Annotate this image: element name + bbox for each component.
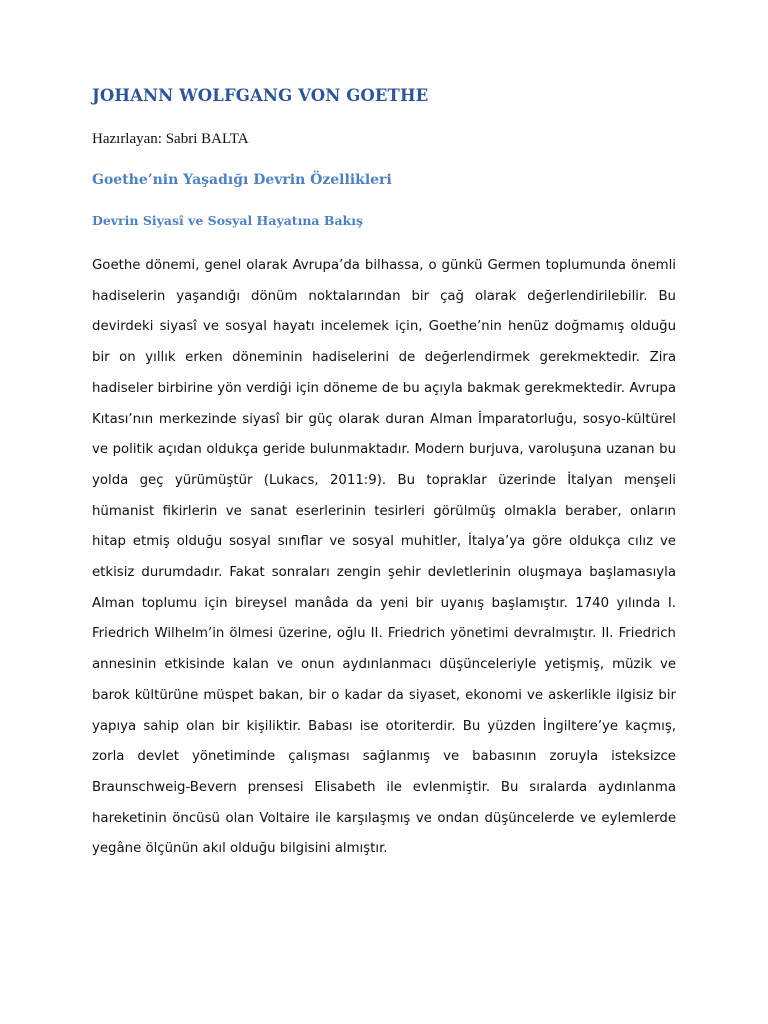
document-title: JOHANN WOLFGANG VON GOETHE xyxy=(92,86,429,105)
section-heading: Goethe’nin Yaşadığı Devrin Özellikleri xyxy=(92,172,392,188)
author-line: Hazırlayan: Sabri BALTA xyxy=(92,131,249,147)
body-paragraph: Goethe dönemi, genel olarak Avrupa’da bilhassa, o günkü Germen toplumunda önemli hadiselerin yaşandığı dönüm noktalarından bir çağ olarak değerlendirilebilir. Bu devirdeki siyasî ve sosyal hayatı incelemek için, Goethe’nin henüz doğmamış olduğu bir on yıllık erken döneminin hadiselerini de değerlendirmek gerekmektedir. Zira hadiseler birbirine yön verdiği için döneme de bu açıyla bakmak gerekmektedir. Avrupa Kıtası’nın merkezinde siyasî bir güç olarak duran Alman İmparatorluğu, sosyo-kültürel ve politik açıdan oldukça geride bulunmaktadır. Modern burjuva, varoluşuna uzanan bu yolda geç yürümüştür (Lukacs, 2011:9). Bu topraklar üzerinde İtalyan menşeli hümanist fikirlerin ve sanat eserlerinin tesirleri görülmüş olmakla beraber, onların hitap etmiş olduğu sosyal sınıflar ve sosyal muhitler, İtalya’ya göre oldukça cılız ve etkisiz durumdadır. Fakat sonraları zengin şehir devletlerinin oluşmaya başlamasıyla Alman toplumu için bireysel manâda da yeni bir uyanış başlamıştır. 1740 yılında I. Friedrich Wilhelm’in ölmesi üzerine, oğlu II. Friedrich yönetimi devralmıştır. II. Friedrich annesinin etkisinde kalan ve onun aydınlanmacı düşünceleriyle yetişmiş, müzik ve barok kültürüne müspet bakan, bir o kadar da siyaset, ekonomi ve askerlikle ilgisiz bir yapıya sahip olan bir kişiliktir. Babası ise otoriterdir. Bu yüzden İngiltere’ye kaçmış, zorla devlet yönetiminde çalışması sağlanmış ve babasının zoruyla isteksizce Braunschweig-Bevern prensesi Elisabeth ile evlenmiştir. Bu sıralarda aydınlanma hareketinin öncüsü olan Voltaire ile karşılaşmış ve ondan düşüncelerde ve eylemlerde yegâne ölçünün akıl olduğu bilgisini almıştır. xyxy=(92,258,676,857)
subsection-heading: Devrin Siyasî ve Sosyal Hayatına Bakış xyxy=(92,213,363,228)
